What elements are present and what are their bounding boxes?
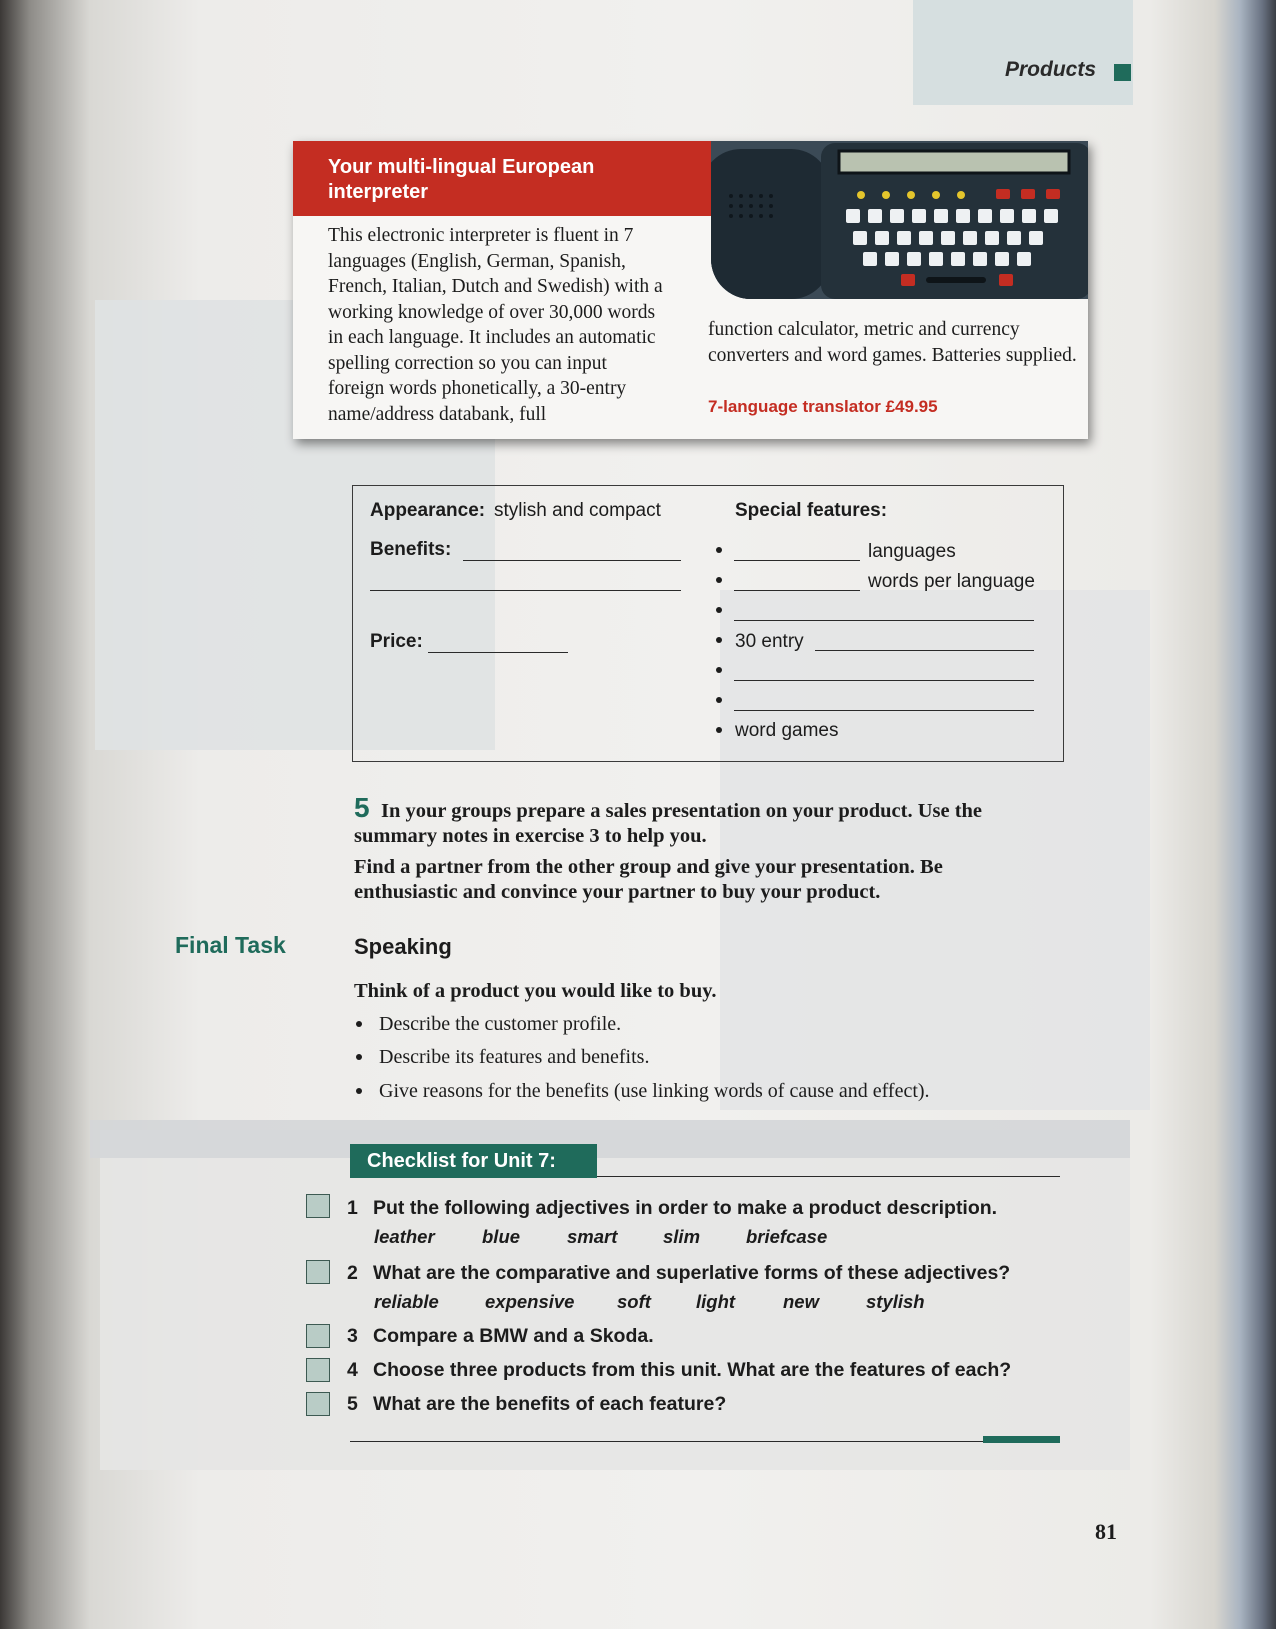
appearance-value: stylish and compact xyxy=(494,500,661,521)
checklist-item-number: 1 xyxy=(347,1197,358,1219)
exercise-5-line-2: summary notes in exercise 3 to help you. xyxy=(354,825,707,847)
benefits-blank-line[interactable] xyxy=(463,560,681,561)
feature-blank-line[interactable] xyxy=(734,590,860,591)
checklist-checkbox[interactable] xyxy=(306,1260,330,1284)
adjective-word: new xyxy=(783,1291,819,1312)
feature-item: words per language xyxy=(868,571,1035,592)
feature-blank-line[interactable] xyxy=(734,620,1034,621)
price-label: Price: xyxy=(370,631,423,652)
advert-body-right: function calculator, metric and currency converters and word games. Batteries supplied. xyxy=(708,319,1077,366)
advert-title: Your multi-lingual European interpreter xyxy=(328,156,595,203)
checklist-item-text: Choose three products from this unit. What are the features of each? xyxy=(373,1359,1012,1381)
adjective-word: expensive xyxy=(485,1291,575,1312)
final-task-item: Describe its features and benefits. xyxy=(379,1046,650,1068)
adjective-word: smart xyxy=(567,1226,618,1247)
advert-header xyxy=(293,141,711,216)
checklist-checkbox[interactable] xyxy=(306,1324,330,1348)
checklist-title: Checklist for Unit 7: xyxy=(350,1144,597,1178)
page-number: 81 xyxy=(1095,1519,1117,1544)
appearance-label: Appearance: xyxy=(370,500,486,521)
exercise-5-line-1: In your groups prepare a sales presentation on your product. Use the xyxy=(381,800,983,822)
exercise-5-line-4: enthusiastic and convince your partner to buy your product. xyxy=(354,881,881,903)
adjective-word: light xyxy=(696,1291,736,1312)
feature-item: word games xyxy=(735,720,839,741)
checklist-bottom-rule xyxy=(350,1441,1060,1442)
bullet xyxy=(716,667,722,673)
checklist-item-number: 2 xyxy=(347,1262,358,1284)
bullet xyxy=(716,637,722,643)
adjective-word: briefcase xyxy=(746,1226,828,1247)
translator-device-illustration xyxy=(711,141,1088,299)
translator-device-photo xyxy=(711,141,1088,299)
bullet xyxy=(716,697,722,703)
checklist-checkbox[interactable] xyxy=(306,1358,330,1382)
feature-blank-line[interactable] xyxy=(815,650,1034,651)
summary-notes-box xyxy=(352,485,1064,762)
price-blank-line[interactable] xyxy=(428,652,568,653)
checklist-item-number: 3 xyxy=(347,1325,358,1347)
advert-body-left: This electronic interpreter is fluent in 7 languages (English, German, Spanish, French, Italian, Dutch and Swedish) with a working knowledge of over 30,000 words in each language. It includes an automatic spelling correction so you can input foreign words phonetically, a 30-entry name/address databank, full xyxy=(328,225,663,425)
adjective-word: soft xyxy=(617,1291,651,1312)
benefits-label: Benefits: xyxy=(370,539,452,560)
checklist-checkbox[interactable] xyxy=(306,1194,330,1218)
final-task-instruction: Think of a product you would like to buy. xyxy=(354,980,717,1002)
adjective-word: stylish xyxy=(866,1291,925,1312)
feature-blank-line[interactable] xyxy=(734,710,1034,711)
checklist-bottom-accent xyxy=(983,1436,1060,1443)
adjective-word: leather xyxy=(374,1226,435,1247)
section-marker-square xyxy=(1114,64,1131,81)
adjective-word: slim xyxy=(663,1226,701,1247)
bullet xyxy=(716,727,722,733)
bullet xyxy=(716,577,722,583)
section-label: Products xyxy=(1005,58,1097,81)
exercise-5-line-3: Find a partner from the other group and give your presentation. Be xyxy=(354,856,943,878)
bullet xyxy=(356,1021,362,1027)
product-advert xyxy=(293,141,1088,439)
checklist-item-text: Compare a BMW and a Skoda. xyxy=(373,1325,654,1347)
checklist-item-text: What are the benefits of each feature? xyxy=(373,1393,727,1415)
section-tab-ghost xyxy=(913,0,1133,105)
checklist-item-number: 5 xyxy=(347,1393,358,1415)
show-through-band xyxy=(100,1130,1130,1470)
adjective-word: blue xyxy=(482,1226,521,1247)
checklist-item-text: What are the comparative and superlative forms of these adjectives? xyxy=(373,1262,1011,1284)
bullet xyxy=(356,1054,362,1060)
bullet xyxy=(716,607,722,613)
checklist-rule xyxy=(597,1176,1060,1177)
advert-price: 7-language translator £49.95 xyxy=(708,397,938,416)
show-through-table-header xyxy=(90,1120,1130,1158)
final-task-item: Give reasons for the benefits (use linking words of cause and effect). xyxy=(379,1080,930,1102)
special-features-label: Special features: xyxy=(735,500,888,521)
final-task-label: Final Task xyxy=(175,932,286,958)
checklist-checkbox[interactable] xyxy=(306,1392,330,1416)
feature-item: languages xyxy=(868,541,956,562)
bullet xyxy=(356,1088,362,1094)
feature-blank-line[interactable] xyxy=(734,560,860,561)
exercise-number: 5 xyxy=(354,792,370,823)
feature-blank-line[interactable] xyxy=(734,680,1034,681)
final-task-item: Describe the customer profile. xyxy=(379,1013,622,1035)
speaking-heading: Speaking xyxy=(354,934,452,959)
benefits-blank-line[interactable] xyxy=(370,590,681,591)
bullet xyxy=(716,547,722,553)
checklist-item-number: 4 xyxy=(347,1359,358,1381)
adjective-word: reliable xyxy=(374,1291,439,1312)
checklist-item-text: Put the following adjectives in order to make a product description. xyxy=(373,1197,998,1219)
feature-item: 30 entry xyxy=(735,631,804,652)
